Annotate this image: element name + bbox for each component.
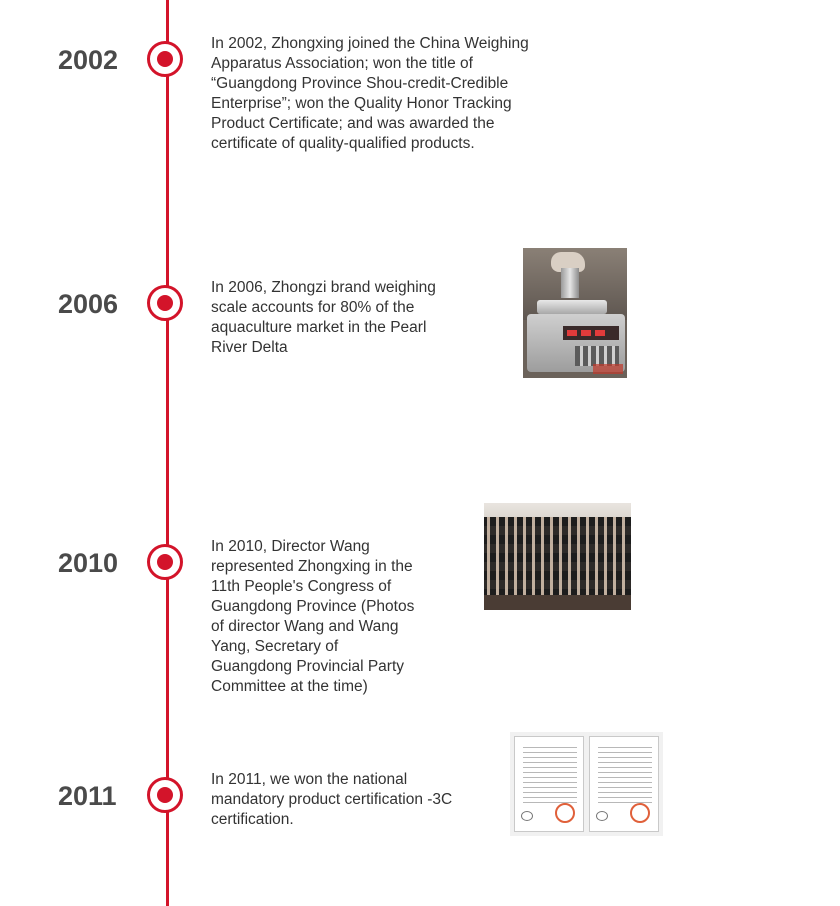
timeline-marker-icon xyxy=(147,777,183,813)
timeline-year: 2010 xyxy=(58,548,119,578)
timeline-year: 2002 xyxy=(58,45,119,75)
certificate-image xyxy=(514,736,584,832)
timeline-description: In 2011, we won the national mandatory product certification -3C certification. xyxy=(211,771,453,828)
timeline-line xyxy=(166,0,169,906)
weighing-scale-photo xyxy=(523,248,627,378)
3c-certificates-photo xyxy=(510,732,663,836)
timeline-year: 2011 xyxy=(58,781,117,811)
timeline-year: 2006 xyxy=(58,289,119,319)
timeline-description: In 2002, Zhongxing joined the China Weighing Apparatus Association; won the title of “Guangdong Province Shou-credit-Credible Enterprise”; won the Quality Honor Tracking Product Certificate; and was awarded the certificate of quality-qualified products. xyxy=(211,35,529,152)
timeline-description: In 2010, Director Wang represented Zhongxing in the 11th People's Congress of Guangdong Province (Photos of director Wang and Wang Yang, Secretary of Guangdong Provincial Party Committee at the time) xyxy=(211,538,415,695)
certificate-image xyxy=(589,736,659,832)
timeline-marker-icon xyxy=(147,544,183,580)
timeline-description: In 2006, Zhongzi brand weighing scale accounts for 80% of the aquaculture market in the Pearl River Delta xyxy=(211,279,436,356)
group-photo xyxy=(484,503,631,610)
timeline-marker-icon xyxy=(147,41,183,77)
timeline-marker-icon xyxy=(147,285,183,321)
